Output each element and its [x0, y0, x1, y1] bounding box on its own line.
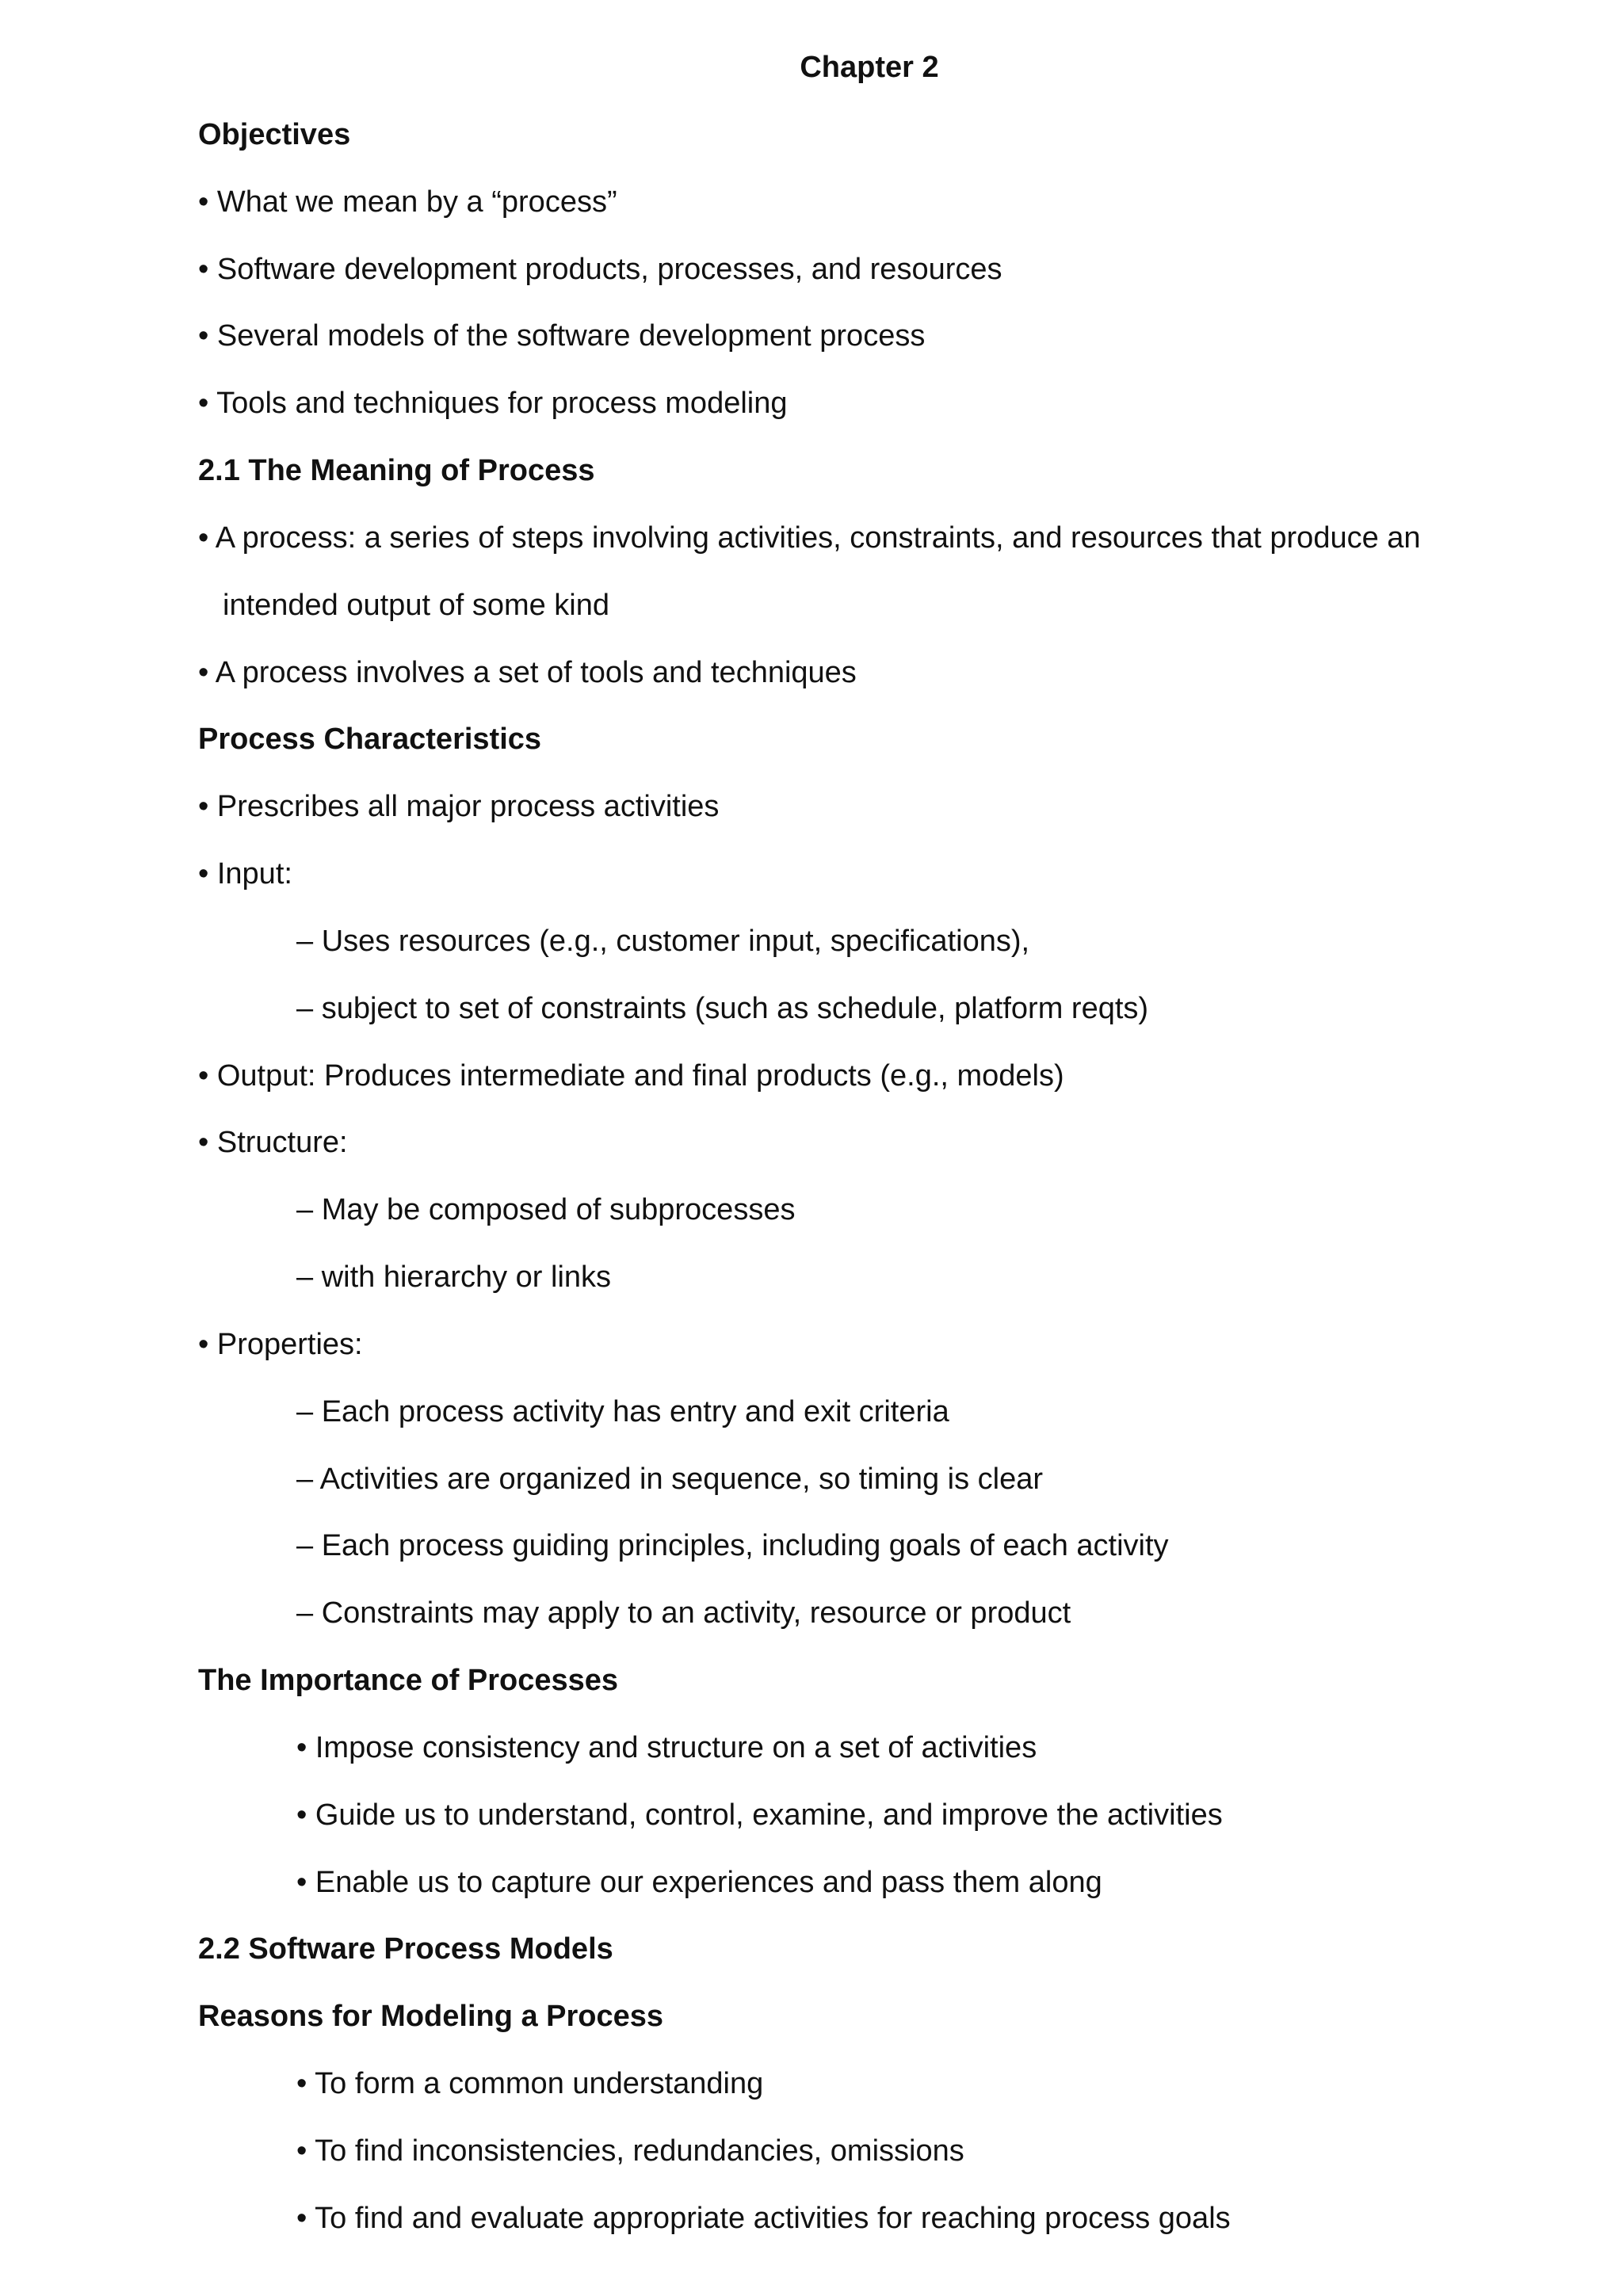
- input-sub-item: – subject to set of constraints (such as schedule, platform reqts): [296, 992, 1149, 1025]
- importance-item: • Guide us to understand, control, examine, and improve the activities: [296, 1798, 1223, 1832]
- process-definition-line-1: • A process: a series of steps involving activities, constraints, and resources that produce an: [198, 521, 1421, 555]
- process-tools-item: • A process involves a set of tools and techniques: [198, 656, 857, 689]
- process-definition-line-2: intended output of some kind: [223, 589, 610, 622]
- properties-sub-item: – Each process activity has entry and exit criteria: [296, 1395, 949, 1428]
- objective-item: • What we mean by a “process”: [198, 185, 617, 219]
- section-2-2-heading: 2.2 Software Process Models: [198, 1932, 613, 1966]
- objective-item: • Tools and techniques for process modeling: [198, 387, 788, 420]
- structure-label: • Structure:: [198, 1126, 348, 1159]
- structure-sub-item: – May be composed of subprocesses: [296, 1193, 796, 1226]
- properties-sub-item: – Each process guiding principles, including goals of each activity: [296, 1529, 1169, 1562]
- section-2-1-heading: 2.1 The Meaning of Process: [198, 454, 595, 487]
- properties-label: • Properties:: [198, 1328, 363, 1361]
- chapter-title: Chapter 2: [800, 51, 939, 84]
- output-item: • Output: Produces intermediate and final products (e.g., models): [198, 1059, 1064, 1093]
- objective-item: • Software development products, processes, and resources: [198, 253, 1002, 286]
- objectives-heading: Objectives: [198, 118, 351, 151]
- prescribes-item: • Prescribes all major process activities: [198, 790, 720, 823]
- importance-item: • Impose consistency and structure on a set of activities: [296, 1731, 1037, 1764]
- properties-sub-item: – Activities are organized in sequence, so timing is clear: [296, 1463, 1044, 1496]
- objective-item: • Several models of the software development process: [198, 319, 926, 353]
- reasons-item: • To find and evaluate appropriate activities for reaching process goals: [296, 2202, 1231, 2235]
- input-label: • Input:: [198, 857, 292, 891]
- reasons-item: • To find inconsistencies, redundancies, omissions: [296, 2134, 964, 2168]
- reasons-item: • To form a common understanding: [296, 2067, 764, 2100]
- structure-sub-item: – with hierarchy or links: [296, 1261, 612, 1294]
- process-characteristics-heading: Process Characteristics: [198, 723, 542, 756]
- properties-sub-item: – Constraints may apply to an activity, resource or product: [296, 1596, 1071, 1630]
- importance-heading: The Importance of Processes: [198, 1664, 619, 1697]
- input-sub-item: – Uses resources (e.g., customer input, specifications),: [296, 925, 1030, 958]
- reasons-heading: Reasons for Modeling a Process: [198, 2000, 664, 2033]
- importance-item: • Enable us to capture our experiences and pass them along: [296, 1866, 1102, 1899]
